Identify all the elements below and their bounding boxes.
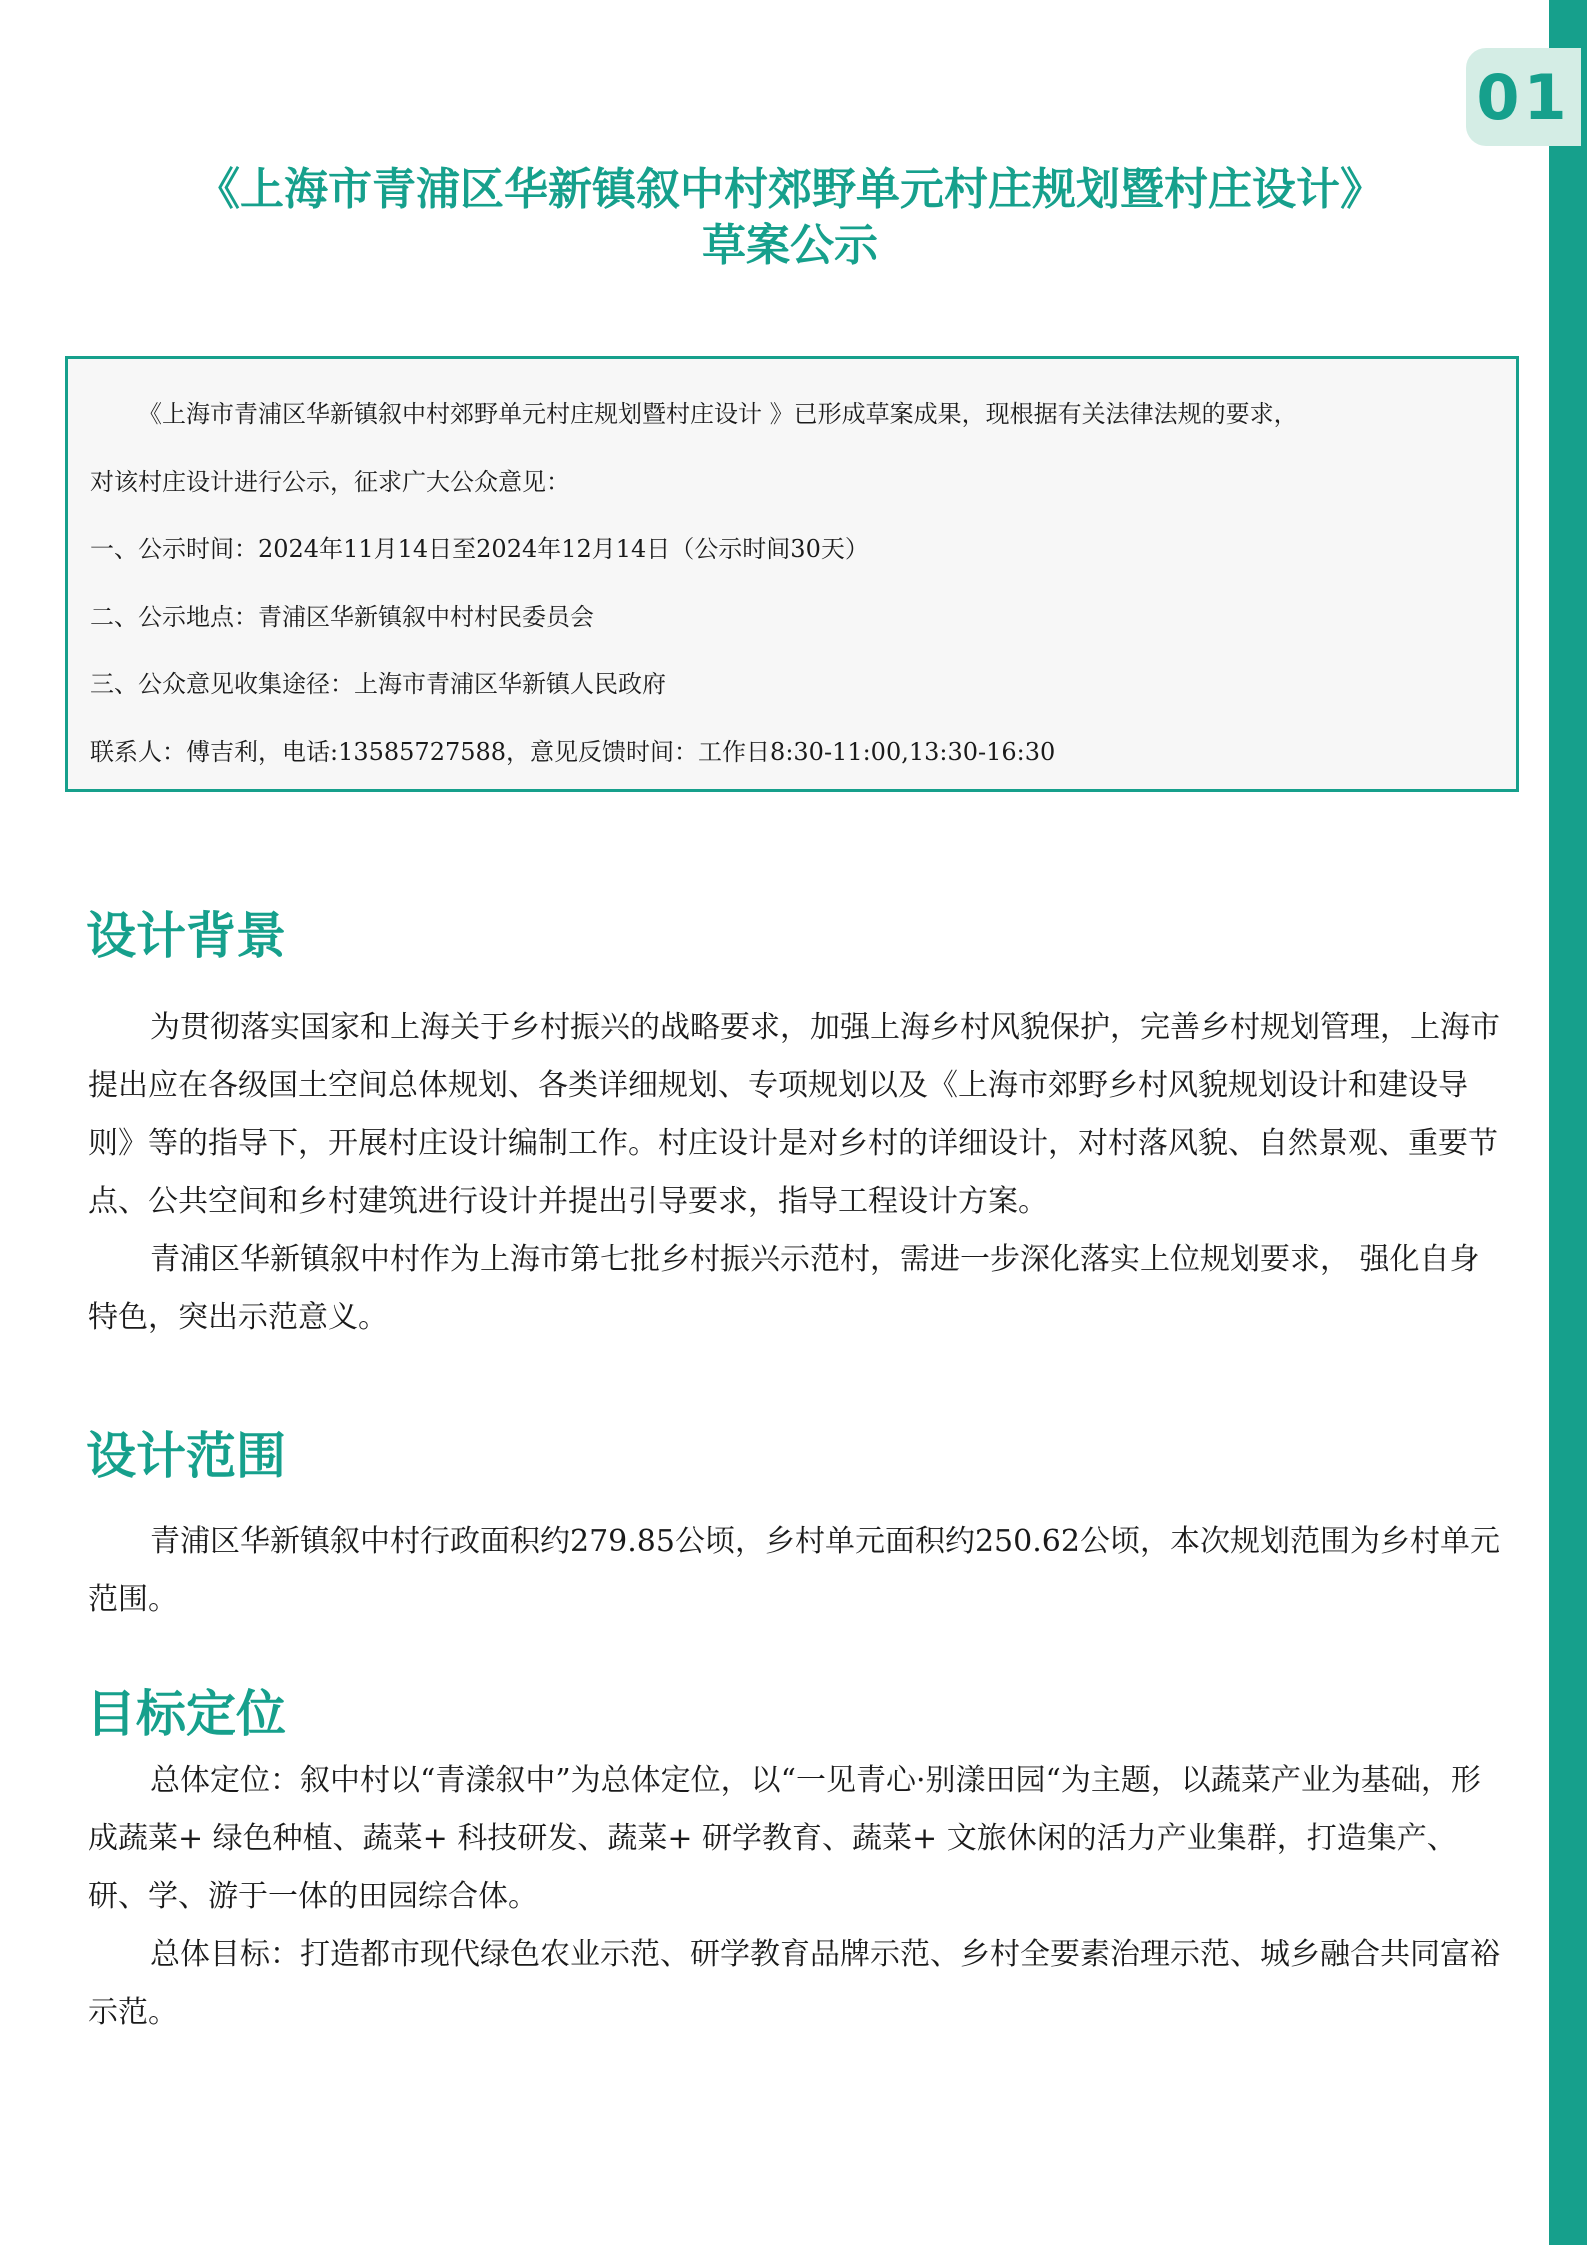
notice-time: 一、公示时间：2024年11月14日至2024年12月14日（公示时间30天） [90,535,869,563]
paragraph: 青浦区华新镇叙中村作为上海市第七批乡村振兴示范村，需进一步深化落实上位规划要求， 强化自身特色，突出示范意义。 [88,1242,1480,1335]
notice-contact: 联系人：傅吉利，电话:13585727588，意见反馈时间：工作日8:30-11:00,13:30-16:30 [90,737,1056,766]
side-accent-bar [1549,0,1587,2245]
section-body-positioning [88,1752,1500,2042]
paragraph: 总体定位：叙中村以“青漾叙中”为总体定位，以“一见青心·别漾田园“为主题，以蔬菜产业为基础，形成蔬菜+ 绿色种植、蔬菜+ 科技研发、蔬菜+ 研学教育、蔬菜+ 文旅休闲的活力产业集群，打造集产、研、学、游于一体的田园综合体。 [88,1763,1481,1914]
section-heading-positioning: 目标定位 [86,1685,286,1743]
section-heading-background: 设计背景 [86,907,286,965]
section-body-background [88,999,1500,1347]
notice-intro-cont: 对该村庄设计进行公示，征求广大公众意见： [90,467,570,496]
notice-location: 二、公示地点：青浦区华新镇叙中村村民委员会 [90,602,594,631]
paragraph: 为贯彻落实国家和上海关于乡村振兴的战略要求，加强上海乡村风貌保护，完善乡村规划管理，上海市提出应在各级国土空间总体规划、各类详细规划、专项规划以及《上海市郊野乡村风貌规划设计和建设导则》等的指导下，开展村庄设计编制工作。村庄设计是对乡村的详细设计，对村落风貌、自然景观、重要节点、公共空间和乡村建筑进行设计并提出引导要求，指导工程设计方案。 [88,1010,1500,1219]
page-number-badge: 01 [1466,48,1581,146]
notice-channel: 三、公众意见收集途径：上海市青浦区华新镇人民政府 [90,670,666,698]
section-heading-scope: 设计范围 [86,1427,286,1485]
section-body-scope [88,1513,1500,1629]
document-subtitle: 草案公示 [702,220,878,271]
notice-intro: 《上海市青浦区华新镇叙中村郊野单元村庄规划暨村庄设计 》已形成草案成果，现根据有关法律法规的要求， [138,400,1298,428]
paragraph: 总体目标：打造都市现代绿色农业示范、研学教育品牌示范、乡村全要素治理示范、城乡融合共同富裕示范。 [88,1937,1500,2030]
paragraph: 青浦区华新镇叙中村行政面积约279.85公顷，乡村单元面积约250.62公顷，本次规划范围为乡村单元范围。 [88,1524,1500,1617]
document-title: 《上海市青浦区华新镇叙中村郊野单元村庄规划暨村庄设计》 [196,164,1384,215]
notice-box [65,356,1519,792]
